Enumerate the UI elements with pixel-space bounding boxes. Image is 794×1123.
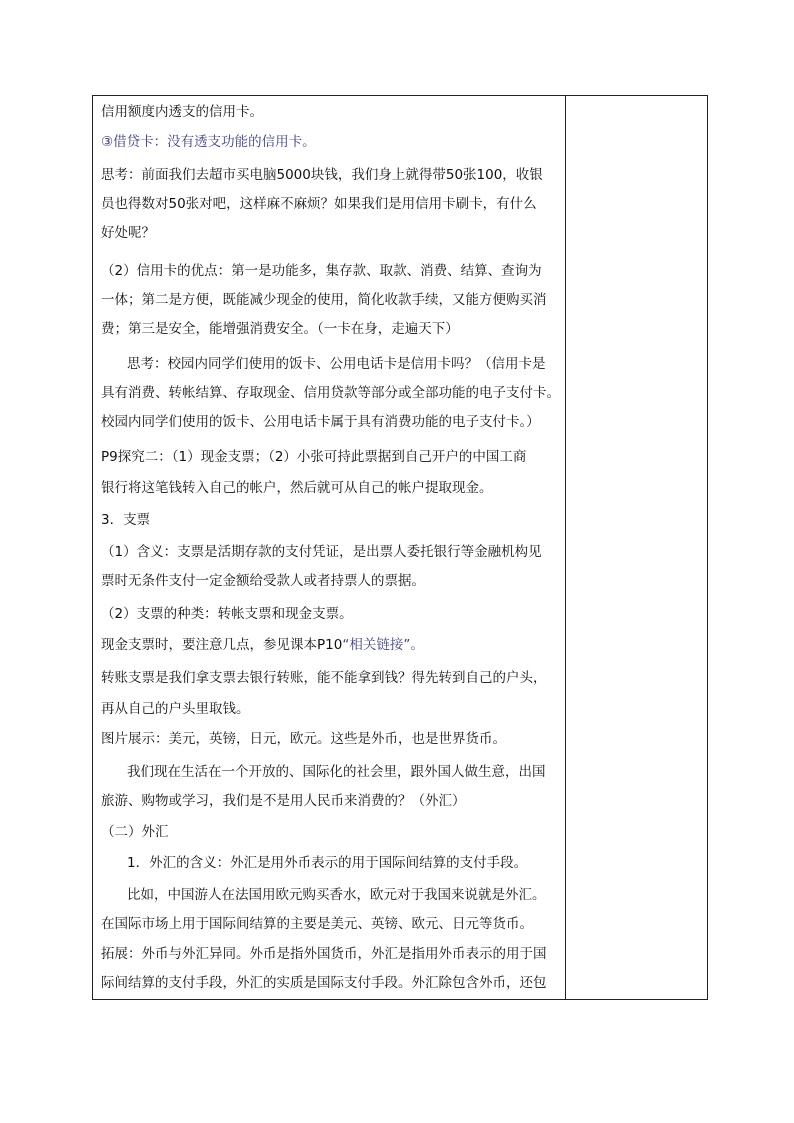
text-line	[101, 636, 424, 654]
text-line: 图片展示：美元，英镑，日元，欧元。这些是外币，也是世界货币。	[101, 731, 506, 747]
text-line: 票时无条件支付一定金额给受款人或者持票人的票据。	[101, 573, 425, 589]
text-line: 好处呢？	[101, 225, 155, 241]
text-line: 比如，中国游人在法国用欧元购买香水，欧元对于我国来说就是外汇。	[127, 887, 546, 903]
text-line: （1）含义：支票是活期存款的支付凭证，是出票人委托银行等金融机构见	[101, 544, 542, 560]
text-line: （2）支票的种类：转帐支票和现金支票。	[101, 606, 353, 622]
text-line: 银行将这笔钱转入自己的帐户，然后就可从自己的帐户提取现金。	[101, 480, 493, 496]
text-line: 思考：前面我们去超市买电脑5000块钱，我们身上就得带50张100，收银	[101, 167, 543, 183]
lesson-table	[92, 95, 708, 1000]
text-line: 旅游、购物或学习，我们是不是用人民币来消费的？（外汇）	[101, 793, 466, 809]
text-line: 拓展：外币与外汇异同。外币是指外国货币，外汇是指用外币表示的用于国	[101, 946, 547, 962]
text-line: 具有消费、转帐结算、存取现金、信用贷款等部分或全部功能的电子支付卡。	[101, 385, 560, 401]
text-line: 思考：校园内同学们使用的饭卡、公用电话卡是信用卡吗？（信用卡是	[127, 356, 546, 372]
text-segment: 现金支票时，要注意几点，参见课本P10	[101, 637, 343, 653]
text-line: 转账支票是我们拿支票去银行转账，能不能拿到钱？得先转到自己的户头，	[101, 670, 547, 686]
text-line: ③借贷卡：没有透支功能的信用卡。	[101, 134, 316, 150]
section-heading: （二）外汇	[101, 824, 169, 840]
text-line: 校园内同学们使用的饭卡、公用电话卡属于具有消费功能的电子支付卡。）	[101, 414, 540, 430]
lesson-content-cell	[93, 96, 565, 999]
text-line: （2）信用卡的优点：第一是功能多，集存款、取款、消费、结算、查询为	[101, 263, 542, 279]
text-line: P9探究二：（1）现金支票；（2）小张可持此票据到自己开户的中国工商	[101, 449, 527, 465]
text-line: 在国际市场上用于国际间结算的主要是美元、英镑、欧元、日元等货币。	[101, 916, 533, 932]
notes-cell	[566, 96, 707, 999]
text-line: 再从自己的户头里取钱。	[101, 701, 250, 717]
related-link-reference: “相关链接”。	[342, 637, 424, 653]
text-line: 我们现在生活在一个开放的、国际化的社会里，跟外国人做生意，出国	[127, 764, 546, 780]
text-line: 员也得数对50张对吧，这样麻不麻烦？如果我们是用信用卡刷卡，有什么	[101, 196, 537, 212]
text-line: 一体；第二是方便，既能减少现金的使用，简化收款手续，又能方便购买消	[101, 292, 547, 308]
text-line: 费；第三是安全，能增强消费安全。（一卡在身，走遍天下）	[101, 321, 459, 337]
text-line: 信用额度内透支的信用卡。	[101, 104, 263, 120]
text-line: 际间结算的支付手段，外汇的实质是国际支付手段。外汇除包含外币，还包	[101, 975, 547, 991]
section-heading: 3．支票	[101, 512, 151, 528]
text-line: 1．外汇的含义：外汇是用外币表示的用于国际间结算的支付手段。	[127, 855, 528, 871]
